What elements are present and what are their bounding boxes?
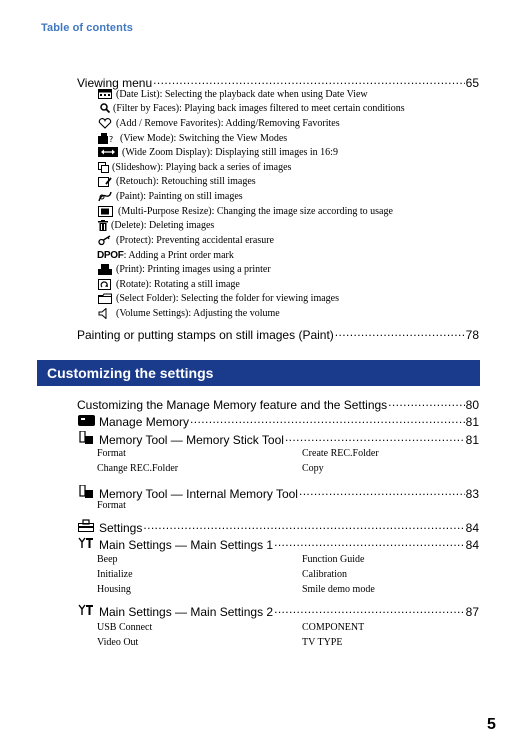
print-icon bbox=[97, 264, 113, 275]
toc-entry-main-settings-2[interactable] bbox=[77, 602, 479, 619]
wide-zoom-icon bbox=[97, 147, 119, 158]
sub-option: Smile demo mode bbox=[302, 584, 375, 595]
leader-dots bbox=[335, 325, 465, 339]
toc-entry-paint[interactable] bbox=[77, 325, 479, 342]
sub-option: Housing bbox=[97, 584, 131, 595]
toc-entry-main-settings-1[interactable] bbox=[77, 535, 479, 552]
toc-entry-memory-stick-tool[interactable] bbox=[77, 430, 479, 447]
toc-entry-viewing-menu[interactable] bbox=[77, 73, 479, 90]
toc-page-number: 81 bbox=[465, 433, 479, 447]
folder-icon bbox=[97, 293, 113, 304]
toc-entry-title: Memory Tool — Internal Memory Tool bbox=[99, 487, 298, 501]
memory-stick-tool-icon bbox=[77, 431, 95, 447]
sub-item-text: : Adding a Print order mark bbox=[123, 250, 234, 261]
dpof-icon: DPOF bbox=[97, 250, 124, 261]
sub-item-retouch[interactable] bbox=[97, 176, 256, 187]
sub-option: Calibration bbox=[302, 569, 347, 580]
sub-item-text: (Multi-Purpose Resize): Changing the image size according to usage bbox=[118, 206, 393, 217]
svg-text:?: ? bbox=[108, 135, 113, 144]
toc-entry-manage-memory[interactable] bbox=[77, 412, 479, 429]
sub-option: Video Out bbox=[97, 637, 139, 648]
toc-entry-customizing-intro[interactable] bbox=[77, 395, 479, 412]
leader-dots bbox=[299, 484, 465, 498]
toc-page-number: 84 bbox=[465, 538, 479, 552]
leader-dots bbox=[190, 412, 465, 426]
leader-dots bbox=[153, 73, 464, 87]
sub-option: TV TYPE bbox=[302, 637, 343, 648]
toc-entry-title: Main Settings — Main Settings 1 bbox=[99, 538, 274, 552]
sub-item-rotate[interactable] bbox=[97, 279, 240, 290]
section-header-label: Table of contents bbox=[41, 22, 133, 34]
sub-item-volume[interactable] bbox=[97, 308, 280, 319]
sub-item-favorites[interactable] bbox=[97, 118, 340, 129]
leader-dots bbox=[274, 535, 465, 549]
protect-key-icon bbox=[97, 235, 113, 246]
sub-option: Function Guide bbox=[302, 554, 365, 565]
sub-item-text: (Volume Settings): Adjusting the volume bbox=[116, 308, 280, 319]
sub-option: USB Connect bbox=[97, 622, 153, 633]
toc-page-number: 87 bbox=[465, 605, 479, 619]
toc-entry-title: Painting or putting stamps on still images (Paint) bbox=[77, 328, 334, 342]
toc-entry-title: Memory Tool — Memory Stick Tool bbox=[99, 433, 284, 447]
toc-page-number: 65 bbox=[465, 76, 479, 90]
slideshow-icon bbox=[97, 162, 109, 173]
sub-item-text: (Paint): Painting on still images bbox=[116, 191, 243, 202]
favorites-heart-icon bbox=[97, 118, 113, 129]
sub-option: Format bbox=[97, 448, 126, 459]
leader-dots bbox=[285, 430, 465, 444]
sub-item-text: (Delete): Deleting images bbox=[111, 220, 215, 231]
delete-trash-icon bbox=[97, 220, 108, 231]
sub-item-protect[interactable] bbox=[97, 235, 274, 246]
sub-option: Copy bbox=[302, 463, 324, 474]
retouch-icon bbox=[97, 176, 113, 187]
sub-item-multi-resize[interactable] bbox=[97, 206, 393, 217]
manage-memory-icon bbox=[77, 414, 95, 429]
sub-item-text: (Protect): Preventing accidental erasure bbox=[116, 235, 274, 246]
date-list-icon bbox=[97, 89, 113, 100]
toc-page-number: 83 bbox=[465, 487, 479, 501]
sub-option: Change REC.Folder bbox=[97, 463, 179, 474]
toc-page-number: 80 bbox=[465, 398, 479, 412]
sub-item-dpof[interactable] bbox=[97, 250, 234, 261]
toc-entry-title: Manage Memory bbox=[99, 415, 190, 429]
sub-item-filter-by-faces[interactable] bbox=[99, 103, 405, 114]
toc-entry-internal-memory-tool[interactable] bbox=[77, 484, 479, 501]
internal-memory-tool-icon bbox=[77, 485, 95, 501]
toc-entry-title: Main Settings — Main Settings 2 bbox=[99, 605, 274, 619]
sub-item-paint[interactable] bbox=[97, 191, 243, 202]
sub-item-text: (Select Folder): Selecting the folder for viewing images bbox=[116, 293, 339, 304]
sub-item-text: (Add / Remove Favorites): Adding/Removing Favorites bbox=[116, 118, 340, 129]
toc-page-number: 81 bbox=[465, 415, 479, 429]
toc-entry-title: Customizing the Manage Memory feature and the Settings bbox=[77, 398, 388, 412]
toc-page-number: 78 bbox=[465, 328, 479, 342]
toc-entry-settings[interactable] bbox=[77, 518, 479, 535]
main-settings-1-icon bbox=[77, 537, 95, 552]
sub-item-text: (Retouch): Retouching still images bbox=[116, 176, 256, 187]
sub-option: Initialize bbox=[97, 569, 133, 580]
banner-title: Customizing the settings bbox=[47, 365, 214, 381]
volume-icon bbox=[97, 308, 113, 319]
sub-option: COMPONENT bbox=[302, 622, 365, 633]
sub-item-text: (Wide Zoom Display): Displaying still images in 16:9 bbox=[122, 147, 338, 158]
toc-entry-title: Viewing menu bbox=[77, 76, 153, 90]
sub-item-print[interactable] bbox=[97, 264, 271, 275]
leader-dots bbox=[388, 395, 464, 409]
main-settings-2-icon bbox=[77, 604, 95, 619]
sub-item-date-list[interactable] bbox=[97, 89, 368, 100]
leader-dots bbox=[274, 602, 465, 616]
page-number: 5 bbox=[487, 716, 496, 733]
sub-item-delete[interactable] bbox=[97, 220, 214, 231]
sub-item-text: (Filter by Faces): Playing back images filtered to meet certain conditions bbox=[113, 103, 405, 114]
filter-by-faces-icon bbox=[99, 103, 110, 114]
sub-item-text: (Date List): Selecting the playback date when using Date View bbox=[116, 89, 368, 100]
sub-option: Create REC.Folder bbox=[302, 448, 379, 459]
sub-item-view-mode[interactable] bbox=[97, 133, 287, 144]
sub-option: Format bbox=[97, 500, 126, 511]
leader-dots bbox=[143, 518, 464, 532]
settings-toolbox-icon bbox=[77, 519, 95, 535]
toc-page-number: 84 bbox=[465, 521, 479, 535]
sub-item-text: (Print): Printing images using a printer bbox=[116, 264, 271, 275]
sub-item-slideshow[interactable] bbox=[97, 162, 291, 173]
toc-entry-title: Settings bbox=[99, 521, 143, 535]
section-banner bbox=[37, 360, 480, 386]
sub-item-wide-zoom[interactable] bbox=[97, 147, 338, 158]
sub-option: Beep bbox=[97, 554, 118, 565]
sub-item-select-folder[interactable] bbox=[97, 293, 339, 304]
rotate-icon bbox=[97, 279, 113, 290]
paint-icon bbox=[97, 191, 113, 202]
sub-item-text: (Slideshow): Playing back a series of images bbox=[112, 162, 292, 173]
sub-item-text: (View Mode): Switching the View Modes bbox=[120, 133, 288, 144]
multi-resize-icon bbox=[97, 206, 115, 217]
sub-item-text: (Rotate): Rotating a still image bbox=[116, 279, 240, 290]
view-mode-icon bbox=[97, 133, 117, 144]
